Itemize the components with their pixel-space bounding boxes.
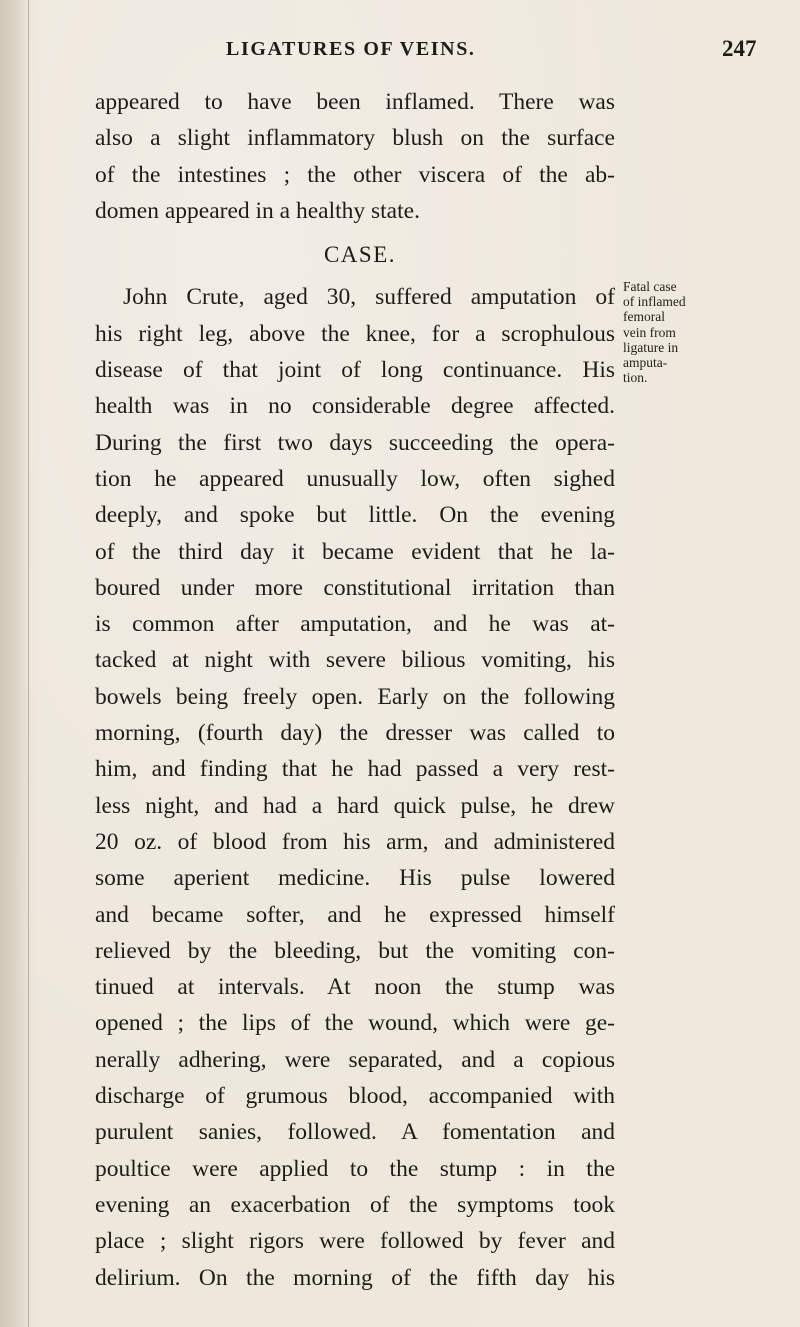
text-line: 20 oz. of blood from his arm, and administered — [95, 828, 615, 855]
margin-note-line: Fatal case — [623, 279, 677, 294]
margin-note-line: amputa- — [623, 355, 668, 371]
text-line: health was in no considerable degree affected. — [95, 393, 615, 420]
text-line: disease of that joint of long continuance. His — [95, 357, 615, 384]
paragraph-2 — [95, 279, 615, 1295]
text-line: relieved by the bleeding, but the vomiting con- — [95, 937, 615, 964]
text-line: domen appeared in a healthy state. — [95, 197, 420, 224]
margin-note — [623, 279, 703, 385]
page-gutter — [0, 0, 29, 1327]
paragraph-1 — [95, 84, 615, 229]
text-line: tinued at intervals. At noon the stump was — [95, 974, 615, 1001]
text-line: place ; slight rigors were followed by fever and — [95, 1228, 615, 1255]
text-line: poultice were applied to the stump : in the — [95, 1155, 615, 1182]
running-head — [0, 38, 800, 78]
text-line: his right leg, above the knee, for a scrophulous — [95, 320, 615, 347]
margin-note-line: ligature in — [623, 339, 679, 355]
text-line: appeared to have been inflamed. There was — [95, 89, 615, 115]
text-line: tion he appeared unusually low, often sighed — [95, 465, 615, 492]
page-number: 247 — [722, 36, 757, 61]
text-line: delirium. On the morning of the fifth day his — [95, 1264, 615, 1291]
text-line: purulent sanies, followed. A fomentation and — [95, 1119, 615, 1146]
text-line: discharge of grumous blood, accompanied with — [95, 1083, 615, 1110]
margin-note-line: femoral — [623, 309, 665, 325]
section-heading: CASE. — [323, 242, 397, 268]
margin-note-line: vein from — [623, 324, 676, 340]
text-line: During the first two days succeeding the opera- — [95, 429, 615, 456]
text-line: nerally adhering, were separated, and a copious — [95, 1046, 615, 1073]
margin-note-line: of inflamed — [623, 294, 686, 310]
text-line: and became softer, and he expressed himself — [95, 901, 615, 928]
text-line: morning, (fourth day) the dresser was called to — [95, 720, 615, 747]
text-line: him, and finding that he had passed a very rest- — [95, 756, 615, 783]
text-line: less night, and had a hard quick pulse, he drew — [95, 792, 615, 819]
text-line: boured under more constitutional irritation than — [95, 574, 615, 601]
text-line: opened ; the lips of the wound, which were ge- — [95, 1010, 615, 1037]
text-line: some aperient medicine. His pulse lowered — [95, 865, 615, 892]
text-line: evening an exacerbation of the symptoms took — [95, 1191, 615, 1218]
running-head-title: LIGATURES OF VEINS. — [226, 38, 476, 60]
text-line: John Crute, aged 30, suffered amputation of — [123, 284, 615, 311]
margin-note-line: tion. — [623, 370, 648, 386]
text-line: tacked at night with severe bilious vomiting, his — [95, 647, 615, 674]
text-line: is common after amputation, and he was at- — [95, 611, 615, 638]
body-text — [95, 84, 615, 1296]
text-line: deeply, and spoke but little. On the evening — [95, 502, 615, 529]
text-line: also a slight inflammatory blush on the surface — [95, 125, 615, 152]
text-line: of the intestines ; the other viscera of the ab- — [95, 161, 615, 188]
text-line: of the third day it became evident that he la- — [95, 538, 615, 565]
text-line: bowels being freely open. Early on the following — [95, 683, 615, 710]
